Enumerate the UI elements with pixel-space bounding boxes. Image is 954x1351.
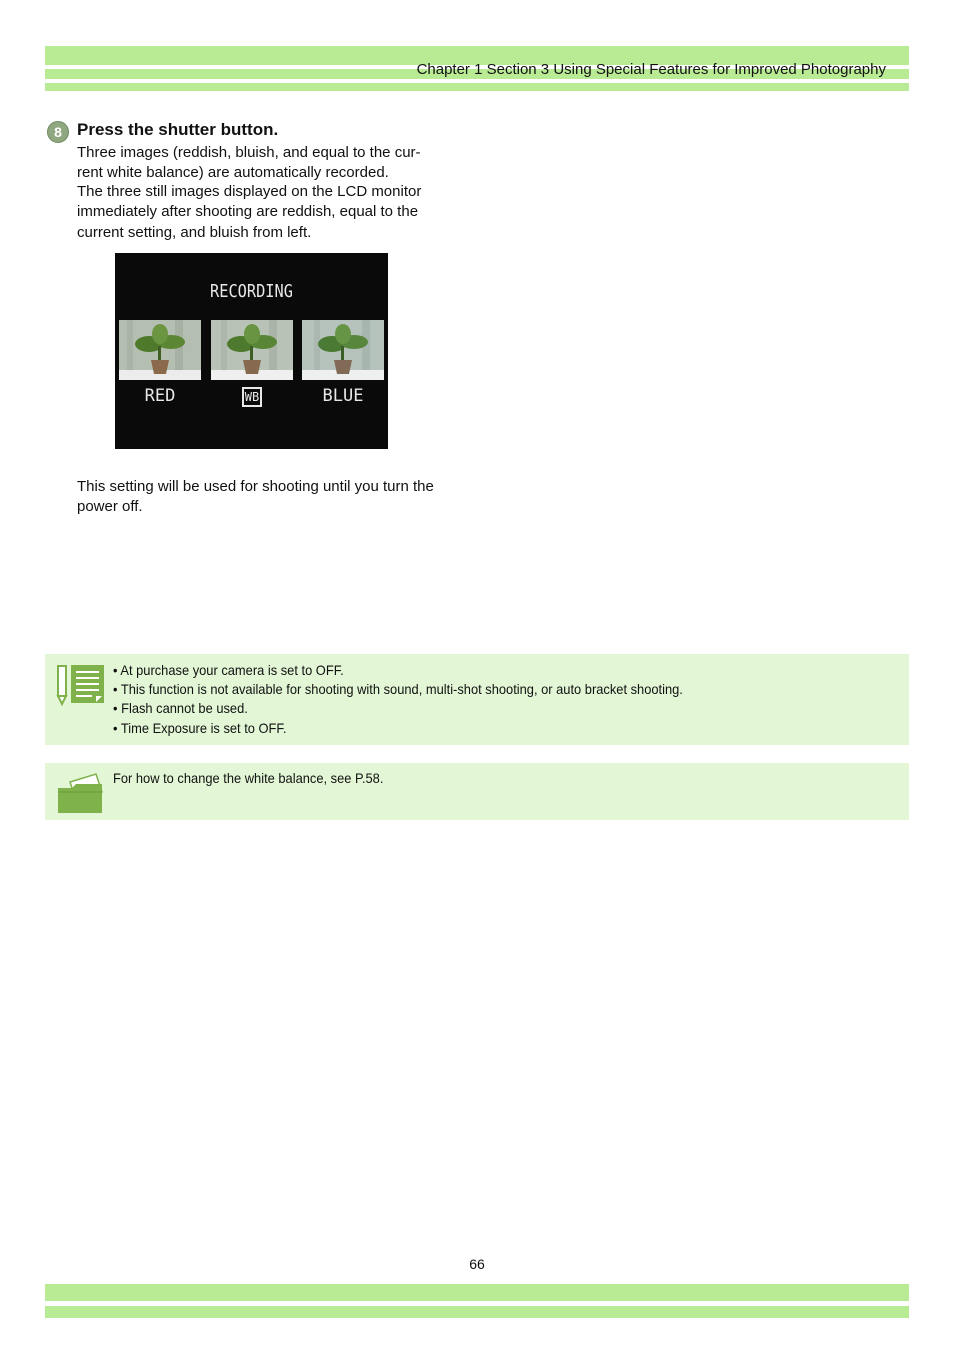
lcd-thumbnail-red: [119, 320, 201, 380]
lcd-label-blue: BLUE: [322, 386, 364, 406]
note-item: • At purchase your camera is set to OFF.: [113, 662, 344, 678]
note-item: • Time Exposure is set to OFF.: [113, 719, 287, 736]
note-item: • Flash cannot be used.: [113, 700, 248, 717]
lcd-label-wb: [211, 386, 293, 407]
page-number: 66: [469, 1256, 485, 1272]
text-line: current setting, and bluish from left.: [77, 224, 312, 241]
text-line: Three images (reddish, bluish, and equal to the cur-: [77, 144, 421, 161]
chapter-title: Chapter 1 Section 3 Using Special Features for Improved Photography: [416, 61, 886, 78]
lcd-label-red: RED: [144, 386, 176, 406]
step-heading: Press the shutter button.: [77, 120, 279, 139]
text-line: The three still images displayed on the LCD monitor: [77, 183, 422, 200]
wb-icon: WB: [242, 387, 262, 407]
lcd-thumbnail-blue: [302, 320, 384, 380]
text-line: immediately after shooting are reddish, equal to the: [77, 202, 419, 220]
folder-icon: [56, 770, 106, 816]
lcd-monitor-illustration: [115, 253, 388, 449]
text-line: rent white balance) are automatically recorded.: [77, 163, 389, 181]
closing-note: [77, 477, 459, 516]
memo-pencil-icon: [56, 663, 106, 707]
header-band-bottom: [45, 83, 909, 91]
note-list: [113, 661, 732, 738]
step-description-2: [77, 182, 459, 243]
step-description-1: [77, 143, 459, 182]
reference-text: For how to change the white balance, see P.58.: [113, 770, 384, 786]
text-line: power off.: [77, 497, 143, 515]
footer-band-top: [45, 1284, 909, 1301]
lcd-recording-title: RECORDING: [210, 281, 293, 302]
note-item: • This function is not available for shooting with sound, multi-shot shooting, or auto bracket shooting.: [113, 681, 683, 698]
footer-band-bottom: [45, 1306, 909, 1318]
text-line: This setting will be used for shooting until you turn the: [77, 478, 434, 495]
lcd-thumbnail-wb: [211, 320, 293, 380]
step-number-badge: 8: [47, 121, 69, 143]
